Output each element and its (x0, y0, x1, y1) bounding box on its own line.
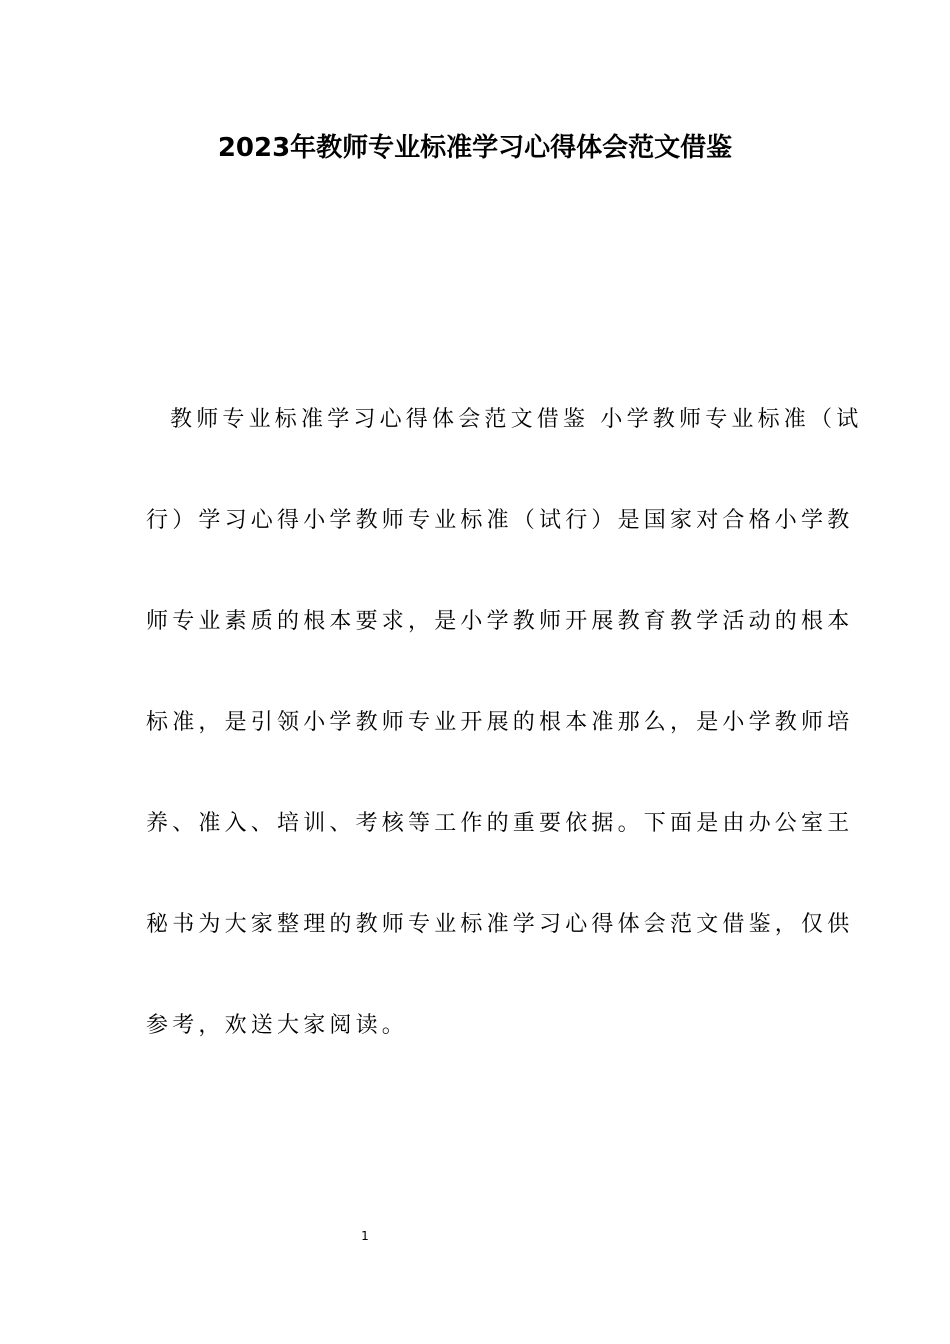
document-title: 2023年教师专业标准学习心得体会范文借鉴 (217, 133, 733, 163)
body-paragraph (146, 398, 863, 1105)
body-line-7: 参考，欢送大家阅读。 (146, 1013, 409, 1038)
page-number: 1 (361, 1229, 369, 1243)
body-line-1: 教师专业标准学习心得体会范文借鉴 小学教师专业标准（试 (170, 407, 863, 432)
body-line-4: 标准，是引领小学教师专业开展的根本准那么，是小学教师培 (146, 710, 854, 735)
body-line-6: 秘书为大家整理的教师专业标准学习心得体会范文借鉴，仅供 (146, 912, 854, 937)
body-line-2: 行）学习心得小学教师专业标准（试行）是国家对合格小学教 (146, 508, 854, 533)
body-line-3: 师专业素质的根本要求，是小学教师开展教育教学活动的根本 (146, 609, 854, 634)
body-line-5: 养、准入、培训、考核等工作的重要依据。下面是由办公室王 (146, 811, 854, 836)
